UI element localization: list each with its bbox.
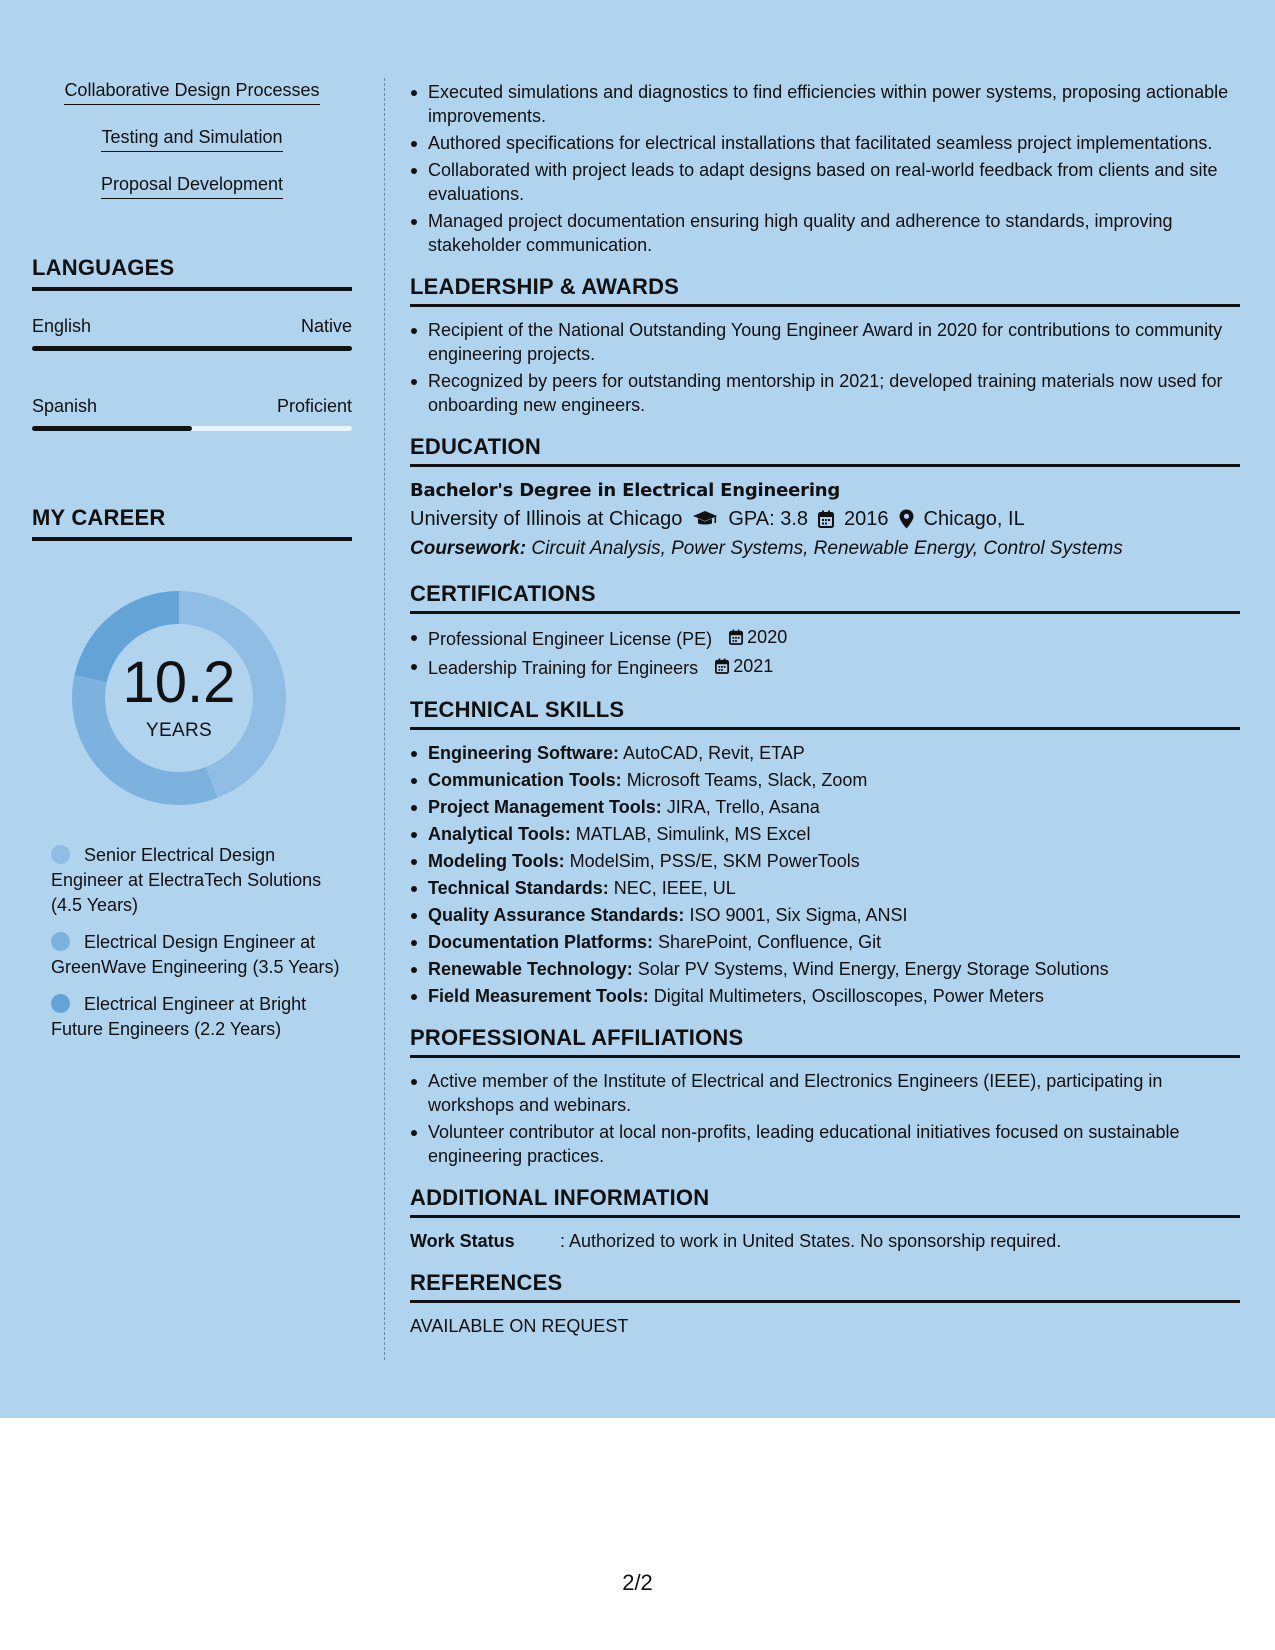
coursework-list: Circuit Analysis, Power Systems, Renewable Energy, Control Systems <box>531 538 1123 559</box>
skill-values: AutoCAD, Revit, ETAP <box>623 743 805 763</box>
career-legend-item <box>51 843 341 918</box>
certifications-section <box>410 582 1240 680</box>
skill-values: NEC, IEEE, UL <box>613 878 736 898</box>
award-item: Recognized by peers for outstanding mentorship in 2021; developed training materials now used for onboarding new engineers. <box>410 369 1240 417</box>
school-location: Chicago, IL <box>923 508 1025 530</box>
skill-tag: Proposal Development <box>101 174 283 199</box>
career-donut-chart <box>66 585 292 811</box>
skill-values: ISO 9001, Six Sigma, ANSI <box>689 905 908 925</box>
left-column <box>32 80 352 1054</box>
career-total-years: 10.2 <box>122 650 236 715</box>
skill-category: Communication Tools: <box>428 770 622 790</box>
skill-category: Technical Standards: <box>428 878 609 898</box>
skill-category: Engineering Software: <box>428 743 620 763</box>
career-legend-text: Electrical Engineer at Bright Future Engineers (2.2 Years) <box>51 994 307 1039</box>
skill-values: Digital Multimeters, Oscilloscopes, Power Meters <box>653 986 1044 1006</box>
work-status-value: : Authorized to work in United States. No sponsorship required. <box>560 1231 1062 1251</box>
language-level-fill <box>32 426 192 431</box>
certification-item <box>410 654 1240 680</box>
certification-date <box>715 654 773 678</box>
language-level: Proficient <box>276 396 352 416</box>
language-level-bar <box>32 346 352 351</box>
skill-category: Project Management Tools: <box>428 797 662 817</box>
language-level-bar <box>32 426 352 431</box>
certification-date <box>729 625 787 649</box>
leadership-section <box>410 275 1240 417</box>
affiliation-item: Active member of the Institute of Electrical and Electronics Engineers (IEEE), participating in workshops and webinars. <box>410 1069 1240 1117</box>
language-item <box>32 315 352 351</box>
technical-skill-item <box>410 795 1240 819</box>
references-text: AVAILABLE ON REQUEST <box>410 1316 629 1336</box>
certification-year: 2021 <box>733 656 774 676</box>
references-section <box>410 1271 1240 1338</box>
additional-info-heading: ADDITIONAL INFORMATION <box>410 1186 1240 1218</box>
education-heading: EDUCATION <box>410 435 1240 467</box>
career-years-unit: YEARS <box>146 720 212 741</box>
school-name: University of Illinois at Chicago <box>410 508 683 530</box>
gpa: GPA: 3.8 <box>728 508 809 530</box>
certification-item <box>410 625 1240 651</box>
career-legend-text: Senior Electrical Design Engineer at ElectraTech Solutions (4.5 Years) <box>51 845 322 915</box>
experience-bullet: Authored specifications for electrical installations that facilitated seamless project implementations. <box>410 131 1240 155</box>
skill-values: Solar PV Systems, Wind Energy, Energy Storage Solutions <box>637 959 1109 979</box>
skill-values: Microsoft Teams, Slack, Zoom <box>626 770 868 790</box>
career-legend-item <box>51 992 341 1042</box>
calendar-icon <box>729 629 743 645</box>
skill-category: Quality Assurance Standards: <box>428 905 685 925</box>
career-legend-text: Electrical Design Engineer at GreenWave Engineering (3.5 Years) <box>51 932 340 977</box>
certification-name: Professional Engineer License (PE) <box>428 629 713 649</box>
experience-bullet: Managed project documentation ensuring high quality and adherence to standards, improving stakeholder communication. <box>410 209 1240 257</box>
language-level-fill <box>32 346 352 351</box>
experience-bullet: Executed simulations and diagnostics to find efficiencies within power systems, proposing actionable improvements. <box>410 80 1240 128</box>
skill-tags <box>32 80 352 221</box>
additional-info-section <box>410 1186 1240 1253</box>
languages-heading: LANGUAGES <box>32 255 352 291</box>
award-item: Recipient of the National Outstanding Young Engineer Award in 2020 for contributions to community engineering projects. <box>410 318 1240 366</box>
skill-values: ModelSim, PSS/E, SKM PowerTools <box>569 851 860 871</box>
certification-year: 2020 <box>747 627 788 647</box>
education-section <box>410 435 1240 564</box>
technical-skills-section <box>410 698 1240 1008</box>
language-name: Spanish <box>32 396 98 416</box>
technical-skills-heading: TECHNICAL SKILLS <box>410 698 1240 730</box>
leadership-heading: LEADERSHIP & AWARDS <box>410 275 1240 307</box>
certification-name: Leadership Training for Engineers <box>428 658 699 678</box>
graduation-cap-icon <box>692 510 718 528</box>
page-number: 2/2 <box>622 1570 653 1595</box>
skill-values: MATLAB, Simulink, MS Excel <box>575 824 811 844</box>
skill-category: Modeling Tools: <box>428 851 565 871</box>
calendar-icon <box>818 510 834 528</box>
skill-category: Analytical Tools: <box>428 824 571 844</box>
degree-title: Bachelor's Degree in Electrical Engineering <box>410 480 841 501</box>
technical-skill-item <box>410 957 1240 981</box>
skill-values: JIRA, Trello, Asana <box>666 797 820 817</box>
affiliation-item: Volunteer contributor at local non-profits, leading educational initiatives focused on sustainable engineering practices. <box>410 1120 1240 1168</box>
certifications-heading: CERTIFICATIONS <box>410 582 1240 614</box>
technical-skills-list <box>410 741 1240 1008</box>
right-column <box>410 80 1240 1338</box>
legend-dot-icon <box>51 845 70 864</box>
technical-skill-item <box>410 903 1240 927</box>
technical-skill-item <box>410 768 1240 792</box>
skill-values: SharePoint, Confluence, Git <box>658 932 882 952</box>
coursework <box>410 534 1240 564</box>
skill-category: Renewable Technology: <box>428 959 633 979</box>
legend-dot-icon <box>51 994 70 1013</box>
graduation-year: 2016 <box>844 508 889 530</box>
affiliations-heading: PROFESSIONAL AFFILIATIONS <box>410 1026 1240 1058</box>
skill-tag: Collaborative Design Processes <box>64 80 319 105</box>
career-legend <box>51 843 341 1042</box>
work-status-row <box>410 1229 1240 1253</box>
technical-skill-item <box>410 930 1240 954</box>
language-name: English <box>32 316 92 336</box>
language-level: Native <box>300 316 352 336</box>
technical-skill-item <box>410 984 1240 1008</box>
legend-dot-icon <box>51 932 70 951</box>
skill-tag: Testing and Simulation <box>101 127 282 152</box>
language-item <box>32 395 352 431</box>
experience-bullet: Collaborated with project leads to adapt designs based on real-world feedback from clients and site evaluations. <box>410 158 1240 206</box>
location-pin-icon <box>899 509 914 529</box>
technical-skill-item <box>410 822 1240 846</box>
affiliations-section <box>410 1026 1240 1168</box>
coursework-label: Coursework: <box>410 538 527 559</box>
work-status-label: Work Status <box>410 1231 515 1251</box>
technical-skill-item <box>410 849 1240 873</box>
skill-category: Documentation Platforms: <box>428 932 654 952</box>
technical-skill-item <box>410 741 1240 765</box>
column-divider <box>384 78 385 1360</box>
career-legend-item <box>51 930 341 980</box>
calendar-icon <box>715 658 729 674</box>
experience-bullets <box>410 80 1240 257</box>
technical-skill-item <box>410 876 1240 900</box>
references-heading: REFERENCES <box>410 1271 1240 1303</box>
education-details <box>410 504 1240 534</box>
skill-category: Field Measurement Tools: <box>428 986 649 1006</box>
career-heading: MY CAREER <box>32 505 352 541</box>
